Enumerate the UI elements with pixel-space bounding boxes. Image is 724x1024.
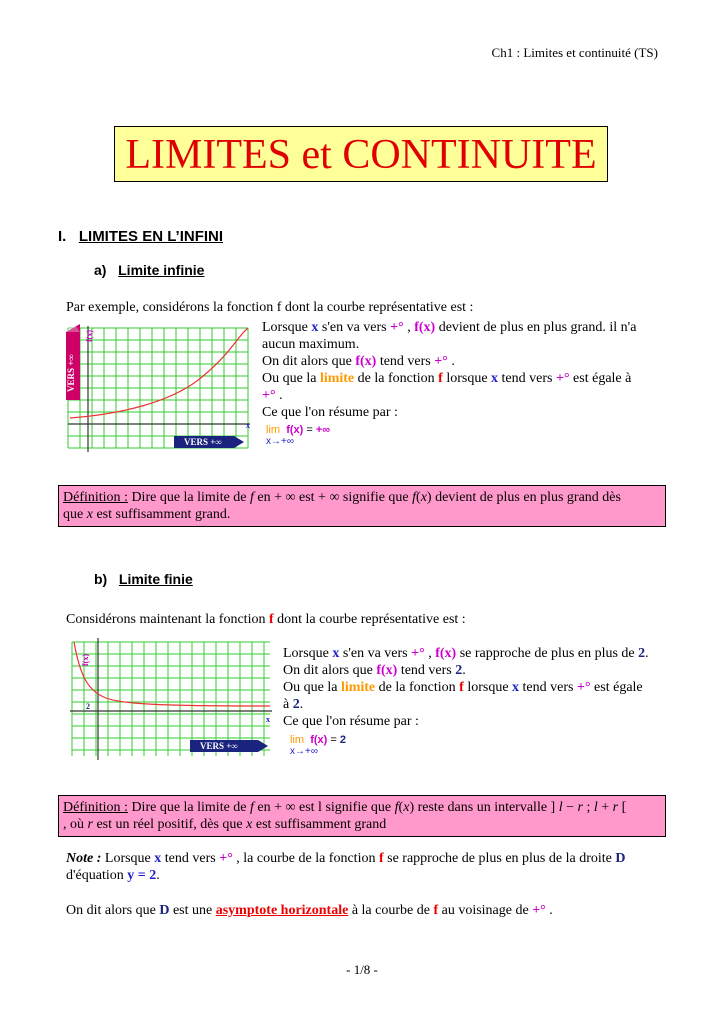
grid [72,642,270,756]
subsection-title: Limite infinie [118,262,205,278]
vers-x-label: VERS +∞ [200,741,238,751]
fx-axis-label: f(x) [85,330,94,342]
fx-axis-label: f(x) [81,654,90,666]
subsection-heading-b: b) Limite finie [94,571,193,587]
formula-b: lim f(x) = 2 x→+∞ [290,734,346,757]
value-two-label: 2 [86,702,90,711]
vers-x-label: VERS +∞ [184,437,222,447]
x-axis-label: x [246,421,250,430]
note-paragraph: Note : Lorsque x tend vers +° , la courbe de la fonction f se rapproche de plus en plus de la droite D d'équation y = 2. [66,851,626,883]
subsection-heading-a [94,262,204,278]
text-block-a: Lorsque x s'en va vers +° , f(x) devient de plus en plus grand. il n'a aucun maximum. On dit alors que f(x) tend vers +° . Ou que la limite de la fonction f lorsque x tend vers +° est égale à +° . Ce que l'on résume par : [262,320,637,420]
section-heading [58,228,223,245]
formula-a: lim f(x) = +∞ x→+∞ [266,424,331,447]
asymptote-paragraph: On dit alors que D est une asymptote horizontale à la courbe de f au voisinage de +° . [66,903,553,918]
text-block-b: Lorsque x s'en va vers +° , f(x) se rapproche de plus en plus de 2. On dit alors que f(x) tend vers 2. Ou que la limite de la fonction f lorsque x tend vers +° est égale à 2. Ce que l'on résume par : [283,646,649,729]
vers-y-label: VERS +∞ [66,354,76,392]
graph-infinite-limit [62,322,258,454]
page-title: LIMITES et CONTINUITE [114,126,608,182]
curve [74,642,270,706]
graph-finite-limit [66,636,276,764]
page-footer: - 1/8 - [346,962,378,977]
intro-paragraph-a: Par exemple, considérons la fonction f dont la courbe représentative est : [66,300,474,315]
page-header: Ch1 : Limites et continuité (TS) [491,45,658,60]
grid [68,328,248,448]
intro-paragraph-b: Considérons maintenant la fonction f dont la courbe représentative est : [66,612,466,627]
curve [70,328,248,418]
section-number: I. [58,228,67,245]
definition-box-b: Définition : Dire que la limite de f en + ∞ est l signifie que f(x) reste dans un intervalle ] l − r ; l + r [ , où r est un réel positif, dès que x est suffisamment grand [58,795,666,837]
x-axis-label: x [266,715,270,724]
section-title: LIMITES EN L’INFINI [78,228,224,245]
definition-box-a: Définition : Dire que la limite de f en + ∞ est + ∞ signifie que f(x) devient de plus en plus grand dès que x est suffisamment grand. [58,485,666,527]
subsection-letter: a) [94,262,107,278]
